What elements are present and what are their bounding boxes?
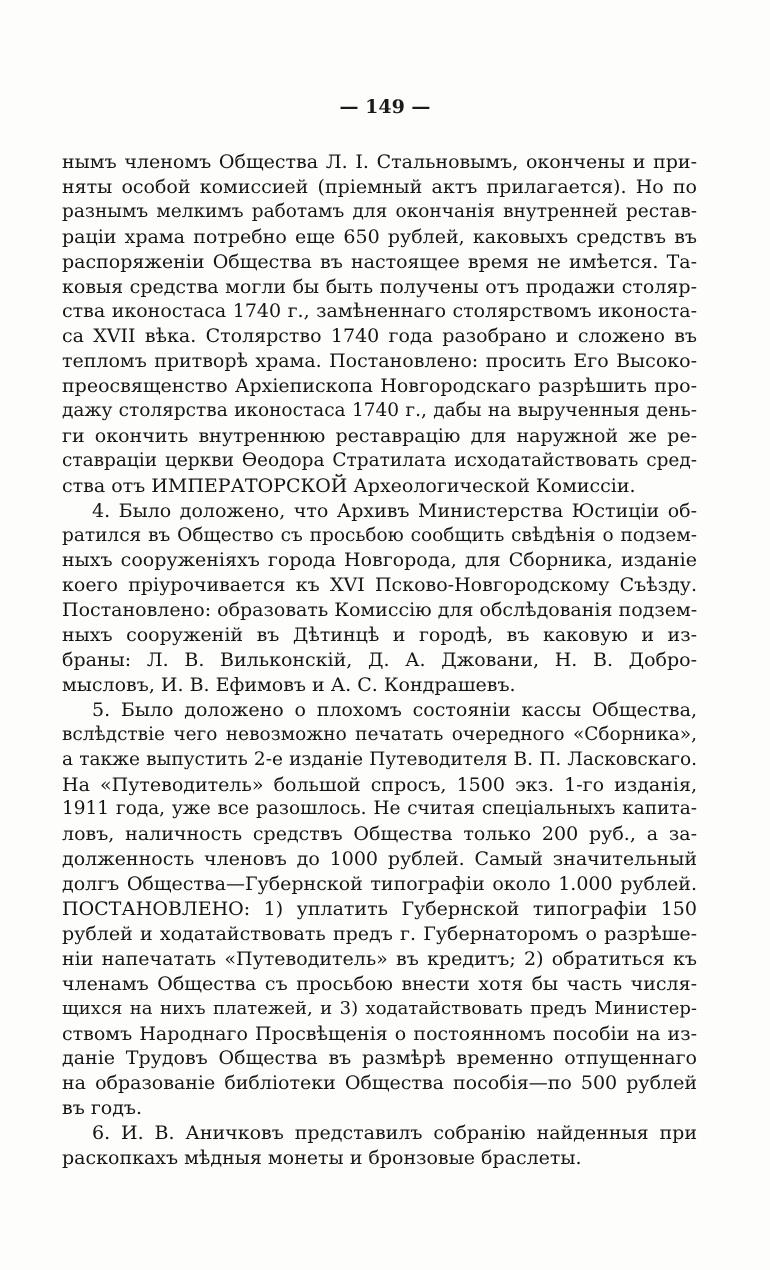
text-line: долженность членовъ до 1000 рублей. Самый значительный bbox=[62, 848, 697, 871]
text-line: ныхъ сооруженiй въ Дѣтинцѣ и городѣ, въ каковую и из- bbox=[62, 624, 697, 647]
text-line: На «Путеводитель» большой спросъ, 1500 экз. 1-го изданiя, bbox=[62, 773, 697, 796]
text-line: рублей и ходатайствовать предъ г. Губернаторомъ о разрѣше- bbox=[62, 922, 697, 945]
text-line: 6. И. В. Аничковъ представилъ собранiю найденныя при bbox=[92, 1122, 697, 1145]
text-line: 5. Было доложено о плохомъ состоянiи кассы Общества, bbox=[92, 698, 697, 721]
text-line: нiи напечатать «Путеводитель» въ кредитъ; 2) обратиться къ bbox=[62, 947, 697, 970]
text-line: ныхъ сооруженiяхъ города Новгорода, для Сборника, изданiе bbox=[62, 549, 697, 572]
text-line: дажу столярства иконостаса 1740 г., дабы на вырученныя день- bbox=[62, 400, 697, 421]
text-line: данiе Трудовъ Общества въ размѣрѣ временно отпущеннаго bbox=[62, 1047, 697, 1070]
text-line: ставрацiи церкви Ѳеодора Стратилата исходатайствовать сред- bbox=[62, 449, 697, 471]
text-line: разнымъ мелкимъ работамъ для окончанiя внутренней рестав- bbox=[62, 200, 697, 222]
text-line: ковыя средства могли бы быть получены отъ продажи столяр- bbox=[62, 275, 697, 298]
page-number: — 149 — bbox=[339, 96, 431, 118]
text-line: долгъ Общества—Губернской типографiи около 1.000 рублей. bbox=[62, 873, 697, 896]
text-line: членамъ Общества съ просьбою внести хотя бы часть числя- bbox=[62, 972, 697, 995]
text-line: раскопкахъ мѣдныя монеты и бронзовые браслеты. bbox=[62, 1147, 582, 1169]
text-line: нымъ членомъ Общества Л. I. Стальновымъ, окончены и при- bbox=[62, 151, 697, 173]
text-line: вслѣдствiе чего невозможно печатать очередного «Сборника», bbox=[62, 723, 697, 745]
text-line: ствомъ Народнаго Просвѣщенiя о постоянномъ пособiи на из- bbox=[62, 1022, 697, 1045]
text-line: ПОСТАНОВЛЕНО: 1) уплатить Губернской типографiи 150 bbox=[62, 898, 697, 920]
text-line: тепломъ притворѣ храма. Постановлено: просить Его Высоко- bbox=[62, 350, 697, 373]
text-line: браны: Л. В. Вильконскiй, Д. А. Джовани, Н. В. Добро- bbox=[62, 649, 697, 671]
text-line: рацiи храма потребно еще 650 рублей, каковыхъ средствъ въ bbox=[62, 225, 697, 248]
text-line: ги окончить внутреннюю реставрацiю для наружной же ре- bbox=[62, 424, 697, 447]
text-line: на образованiе библiотеки Общества пособiя—по 500 рублей bbox=[62, 1072, 697, 1095]
text-line: ства иконостаса 1740 г., замѣненнаго столярствомъ иконоста- bbox=[62, 300, 697, 323]
text-line: распоряженiи Общества въ настоящее время не имѣется. Та- bbox=[62, 250, 697, 273]
text-line: ратился въ Общество съ просьбою сообщить свѣдѣнiя о подзем- bbox=[62, 524, 697, 546]
text-line: коего прiурочивается къ XVI Псково-Новгородскому Съѣзду. bbox=[62, 574, 697, 597]
text-line: мысловъ, И. В. Ефимовъ и А. С. Кондрашевъ. bbox=[62, 673, 516, 696]
text-line: са XVII вѣка. Столярство 1740 года разобрано и сложено въ bbox=[62, 325, 697, 348]
text-line: ловъ, наличность средствъ Общества только 200 руб., а за- bbox=[62, 823, 697, 846]
text-line: няты особой комиссией (прiемный актъ прилагается). Но по bbox=[62, 175, 697, 198]
text-line: ства отъ ИМПЕРАТОРСКОЙ Археологической Комиссiи. bbox=[62, 474, 636, 497]
text-line: въ годъ. bbox=[62, 1097, 143, 1120]
text-line: Постановлено: образовать Комиссiю для обслѣдованiя подзем- bbox=[62, 599, 698, 622]
text-line: 1911 года, уже все разошлось. Не считая спецiальныхъ капита- bbox=[62, 798, 697, 820]
text-line: преосвященство Архiепископа Новгородскаго разрѣшить про- bbox=[62, 375, 697, 398]
text-line: щихся на нихъ платежей, и 3) ходатайствовать предъ Министер- bbox=[62, 997, 697, 1019]
text-line: а также выпустить 2-е изданiе Путеводителя В. П. Ласковскаго. bbox=[62, 748, 697, 770]
text-line: 4. Было доложено, что Архивъ Министерства Юстицiи об- bbox=[92, 499, 697, 522]
